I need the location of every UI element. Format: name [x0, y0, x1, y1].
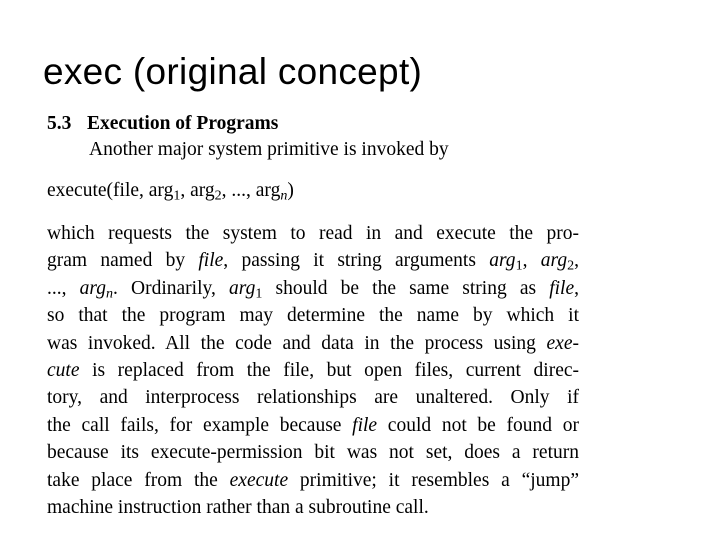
- paragraph-line: the call fails, for example because file could not be found or: [47, 414, 579, 436]
- paragraph-line: cute is replaced from the file, but open files, current direc-: [47, 359, 579, 381]
- intro-sentence: Another major system primitive is invoked by: [89, 139, 449, 160]
- body-paragraph: [47, 220, 579, 521]
- paragraph-line: so that the program may determine the name by which it: [47, 305, 579, 327]
- section-number: 5.3: [47, 113, 72, 134]
- slide-title: exec (original concept): [43, 51, 423, 92]
- execute-call-signature: execute(file, arg$_1$, arg$_2$, ..., arg$_n$): [47, 180, 294, 204]
- paragraph-line: take place from the execute primitive; it resembles a “jump”: [47, 469, 579, 491]
- paragraph-line: because its execute-permission bit was not set, does a return: [47, 442, 579, 464]
- paragraph-line: gram named by file, passing it string arguments arg$_1$, arg$_2$,: [47, 250, 579, 274]
- paragraph-line: which requests the system to read in and execute the pro-: [47, 223, 579, 244]
- paragraph-line: machine instruction rather than a subroutine call.: [47, 496, 429, 518]
- paragraph-line: ..., arg$_n$. Ordinarily, arg$_1$ should be the same string as file,: [47, 277, 579, 302]
- scanned-excerpt: [47, 112, 579, 521]
- section-title: Execution of Programs: [87, 113, 279, 134]
- section-heading: [47, 112, 579, 136]
- paragraph-line: was invoked. All the code and data in the process using exe-: [47, 332, 579, 354]
- paragraph-line: tory, and interprocess relationships are unaltered. Only if: [47, 387, 579, 409]
